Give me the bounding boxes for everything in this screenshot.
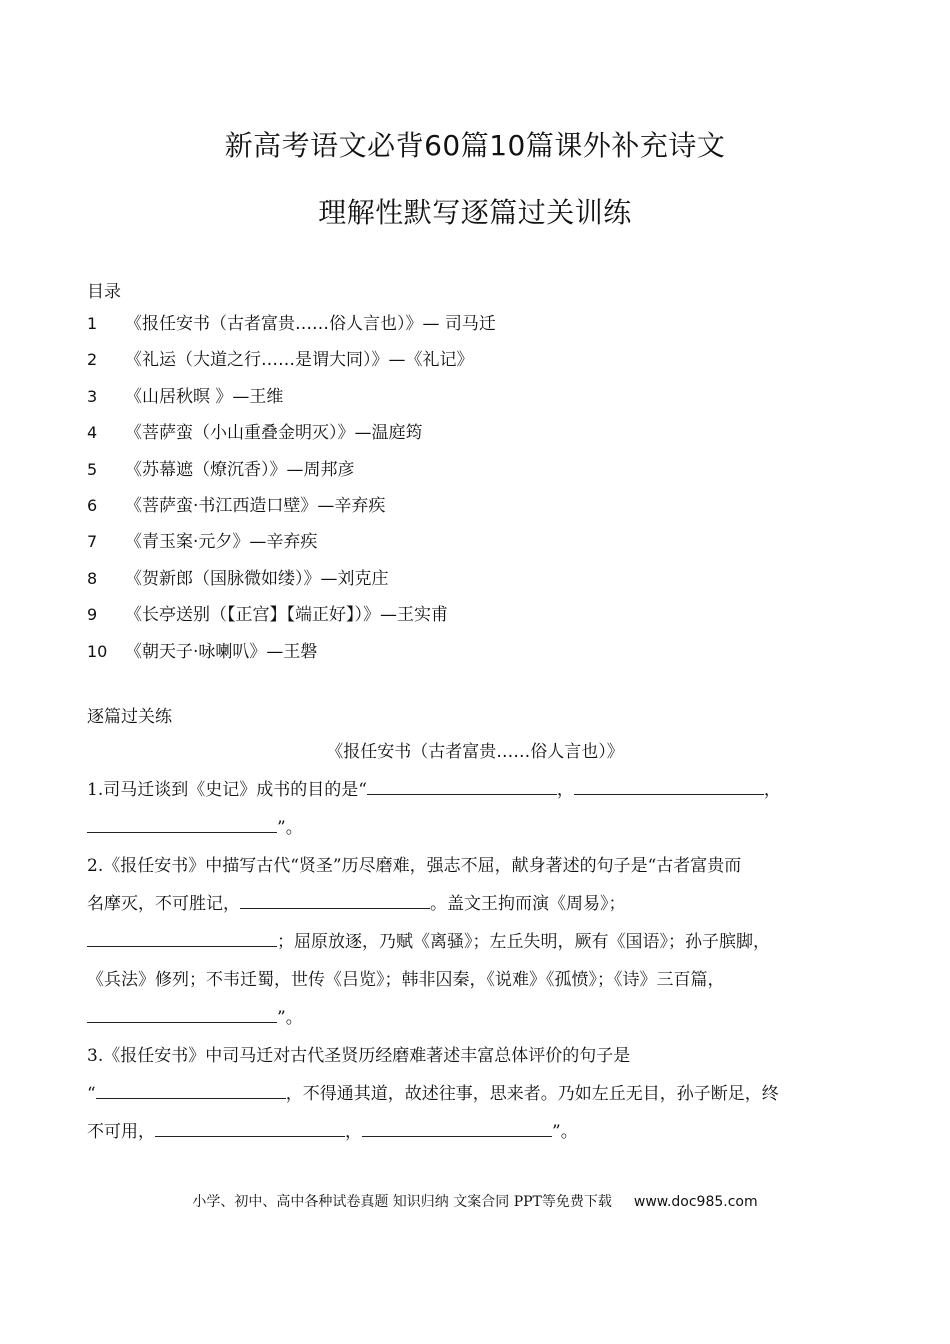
question-1-end: ”。	[277, 818, 303, 838]
question-3-line	[87, 1075, 857, 1113]
table-of-contents	[87, 313, 496, 677]
question-1-line	[87, 771, 857, 809]
answer-blank[interactable]	[87, 815, 277, 833]
question-1-separator: ，	[763, 780, 781, 800]
question-2-text: ；屈原放逐，乃赋《离骚》；左丘失明，厥有《国语》；孙子膑脚，	[277, 932, 770, 952]
toc-item	[87, 386, 496, 422]
question-3-line	[87, 1113, 857, 1151]
question-2-line	[87, 885, 857, 923]
question-2-text: 。盖文王拘而演《周易》；	[430, 894, 626, 914]
answer-blank[interactable]	[155, 1119, 345, 1137]
question-3-text: 3.《报任安书》中司马迁对古代圣贤历经磨难著述丰富总体评价的句子是	[87, 1046, 631, 1066]
toc-item-number: 7	[87, 532, 98, 552]
answer-blank[interactable]	[574, 777, 764, 795]
toc-item-number: 3	[87, 386, 98, 406]
toc-item	[87, 568, 496, 604]
toc-item-label: 《菩萨蛮（小山重叠金明灭）》—温庭筠	[125, 423, 423, 444]
question-3-text: ，不得通其道，故述往事，思来者。乃如左丘无目，孙子断足，终	[285, 1084, 779, 1104]
question-2-line	[87, 999, 857, 1037]
toc-item-number: 10	[87, 641, 108, 661]
toc-item-number: 6	[87, 495, 98, 515]
question-3-line	[87, 1037, 857, 1075]
toc-item-number: 5	[87, 459, 98, 479]
toc-item-label: 《苏幕遮（燎沉香）》—周邦彦	[125, 459, 355, 480]
toc-item	[87, 313, 496, 349]
toc-item	[87, 459, 496, 495]
question-3-text: 不可用，	[87, 1122, 155, 1142]
practice-heading: 逐篇过关练	[87, 707, 172, 727]
toc-item-number: 9	[87, 605, 98, 625]
question-3-text: “	[87, 1084, 96, 1104]
answer-blank[interactable]	[240, 891, 430, 909]
question-3-end: ”。	[552, 1122, 578, 1142]
question-1-prefix: 1.司马迁谈到《史记》成书的目的是“	[87, 780, 367, 800]
answer-blank[interactable]	[87, 1005, 277, 1023]
question-2-text: 2.《报任安书》中描写古代“贤圣”历尽磨难，强志不屈，献身著述的句子是“古者富贵而	[87, 856, 742, 876]
toc-item	[87, 495, 496, 531]
toc-item-label: 《青玉案·元夕》—辛弃疾	[125, 532, 318, 553]
toc-item-label: 《长亭送别（【正宫】【端正好】）》—王实甫	[125, 605, 448, 626]
toc-heading: 目录	[87, 282, 121, 302]
answer-blank[interactable]	[367, 777, 557, 795]
toc-item	[87, 604, 496, 640]
toc-item	[87, 422, 496, 458]
document-title-line-1: 新高考语文必背60篇10篇课外补充诗文	[224, 129, 726, 162]
answer-blank[interactable]	[96, 1081, 286, 1099]
footer-text: 小学、初中、高中各种试卷真题 知识归纳 文案合同 PPT等免费下载	[192, 1194, 612, 1210]
answer-blank[interactable]	[362, 1119, 552, 1137]
toc-item	[87, 641, 496, 677]
question-2-end: ”。	[277, 1008, 303, 1028]
document-title-line-2: 理解性默写逐篇过关训练	[318, 196, 632, 229]
footer-site-link[interactable]: www.doc985.com	[633, 1194, 758, 1210]
answer-blank[interactable]	[87, 929, 277, 947]
question-1-separator: ，	[556, 780, 574, 800]
question-2-line	[87, 923, 857, 961]
question-1-line	[87, 809, 857, 847]
question-2-line	[87, 847, 857, 885]
toc-item	[87, 349, 496, 385]
piece-title: 《报任安书（古者富贵……俗人言也）》	[326, 742, 624, 762]
question-2-line	[87, 961, 857, 999]
toc-item-label: 《山居秋暝 》—王维	[125, 386, 284, 407]
toc-item-label: 《朝天子·咏喇叭》—王磐	[125, 641, 318, 662]
toc-item-number: 1	[87, 314, 98, 333]
toc-item	[87, 531, 496, 567]
page-footer	[0, 1191, 950, 1211]
toc-item-number: 2	[87, 350, 98, 370]
question-2-text: 《兵法》修列；不韦迁蜀，世传《吕览》；韩非囚秦，《说难》《孤愤》；《诗》三百篇，	[87, 970, 725, 990]
toc-item-label: 《贺新郎（国脉微如缕）》—刘克庄	[125, 568, 389, 589]
toc-item-label: 《菩萨蛮·书江西造口壁》—辛弃疾	[125, 495, 386, 516]
question-section	[87, 771, 857, 1151]
toc-item-label: 《报任安书（古者富贵……俗人言也）》— 司马迁	[125, 314, 496, 334]
toc-item-label: 《礼运（大道之行……是谓大同）》—《礼记》	[125, 350, 474, 371]
toc-item-number: 8	[87, 568, 98, 588]
question-3-text: ，	[345, 1122, 362, 1142]
toc-item-number: 4	[87, 423, 98, 443]
question-2-text: 名摩灭，不可胜记，	[87, 894, 240, 914]
